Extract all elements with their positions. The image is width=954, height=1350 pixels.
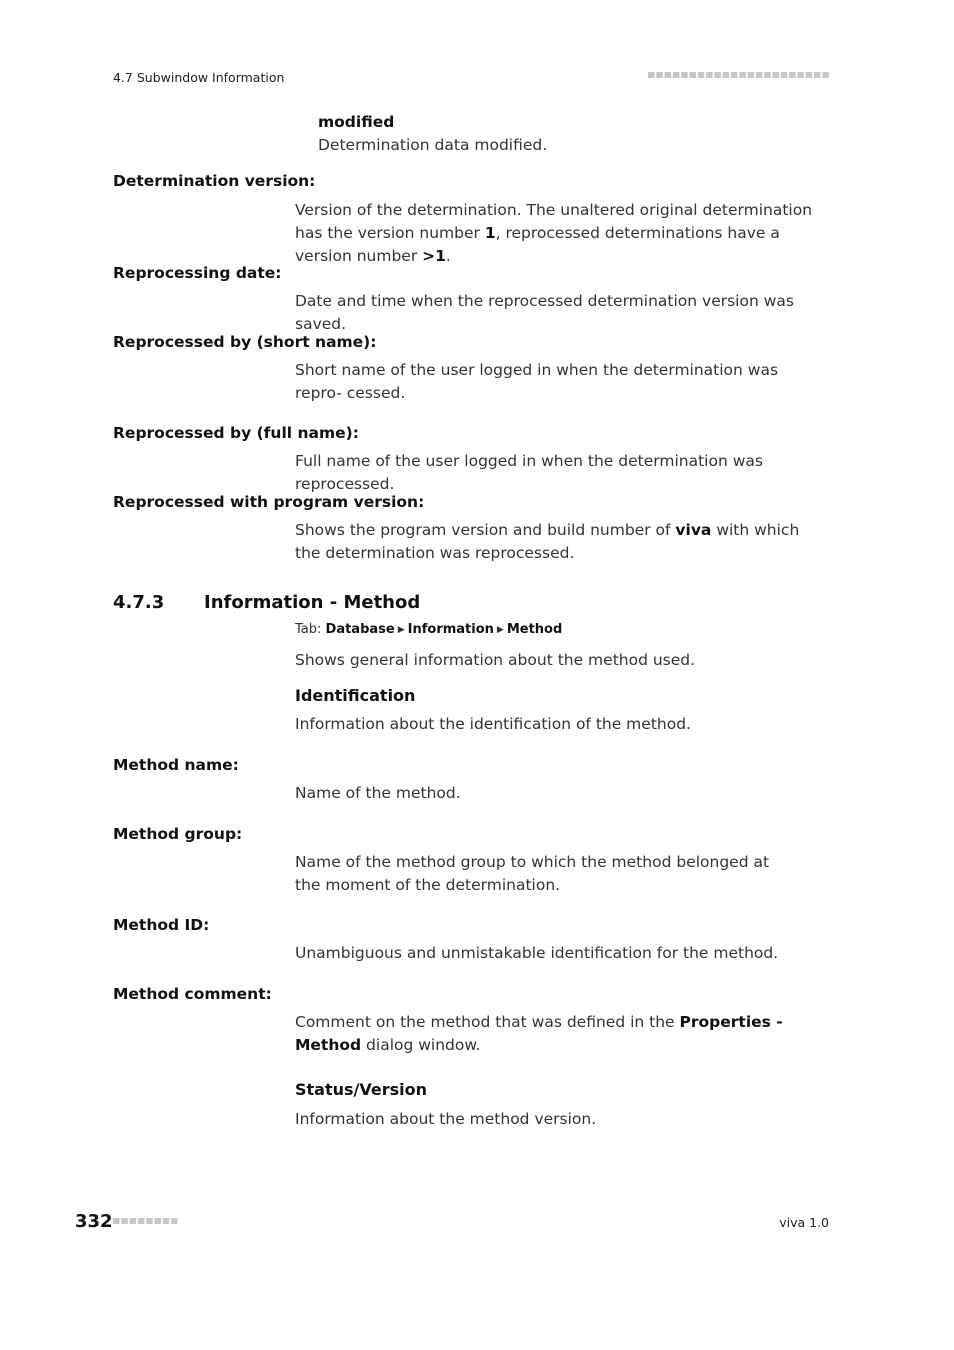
identification-heading: Identification [295, 686, 416, 705]
identification-desc: Information about the identification of the method. [295, 715, 691, 733]
method-id-desc: Unambiguous and unmistakable identification for the method. [295, 944, 779, 962]
footer-product: viva 1.0 [779, 1215, 829, 1230]
reprocessed-program-desc: Shows the program version and build number of viva with which the determination was reprocessed. [295, 521, 800, 562]
tab-path: Tab: Database ▶ Information ▶ Method [295, 622, 563, 637]
method-group-desc: Name of the method group to which the method belonged at the moment of the determination. [295, 853, 770, 894]
reprocessed-short-term: Reprocessed by (short name): [113, 333, 377, 351]
section-title: Information - Method [204, 592, 421, 613]
header-dot-bar [648, 72, 830, 80]
method-group-term: Method group: [113, 825, 243, 843]
page-number: 332 [75, 1211, 113, 1232]
reprocessed-short-desc: Short name of the user logged in when the determination was repro- cessed. [295, 361, 779, 402]
method-id-term: Method ID: [113, 916, 210, 934]
reprocessing-date-desc: Date and time when the reprocessed determination version was saved. [295, 292, 794, 333]
modified-term: modified [318, 113, 395, 131]
triangle-right-icon: ▶ [496, 625, 504, 635]
method-name-desc: Name of the method. [295, 784, 461, 802]
section-number: 4.7.3 [113, 592, 165, 613]
tab-path-item: Method [506, 622, 563, 637]
determination-version-term: Determination version: [113, 172, 316, 190]
method-comment-term: Method comment: [113, 985, 272, 1003]
status-version-heading: Status/Version [295, 1080, 428, 1099]
reprocessing-date-term: Reprocessing date: [113, 264, 282, 282]
section-intro: Shows general information about the method used. [295, 651, 696, 669]
reprocessed-full-term: Reprocessed by (full name): [113, 424, 359, 442]
tab-path-item: Database [325, 622, 395, 637]
status-version-desc: Information about the method version. [295, 1110, 597, 1128]
method-comment-desc: Comment on the method that was defined in the Properties - Method dialog window. [295, 1013, 783, 1054]
footer-dot-bar [113, 1218, 181, 1226]
reprocessed-full-desc: Full name of the user logged in when the determination was reprocessed. [295, 452, 763, 493]
triangle-right-icon: ▶ [397, 625, 405, 635]
method-name-term: Method name: [113, 756, 239, 774]
modified-desc: Determination data modified. [318, 136, 548, 154]
tab-path-item: Information [407, 622, 494, 637]
determination-version-desc: Version of the determination. The unaltered original determination has the version number 1, reprocessed determinations have a version number >1. [295, 201, 813, 265]
reprocessed-program-term: Reprocessed with program version: [113, 493, 425, 511]
running-header-section: 4.7 Subwindow Information [113, 70, 285, 85]
